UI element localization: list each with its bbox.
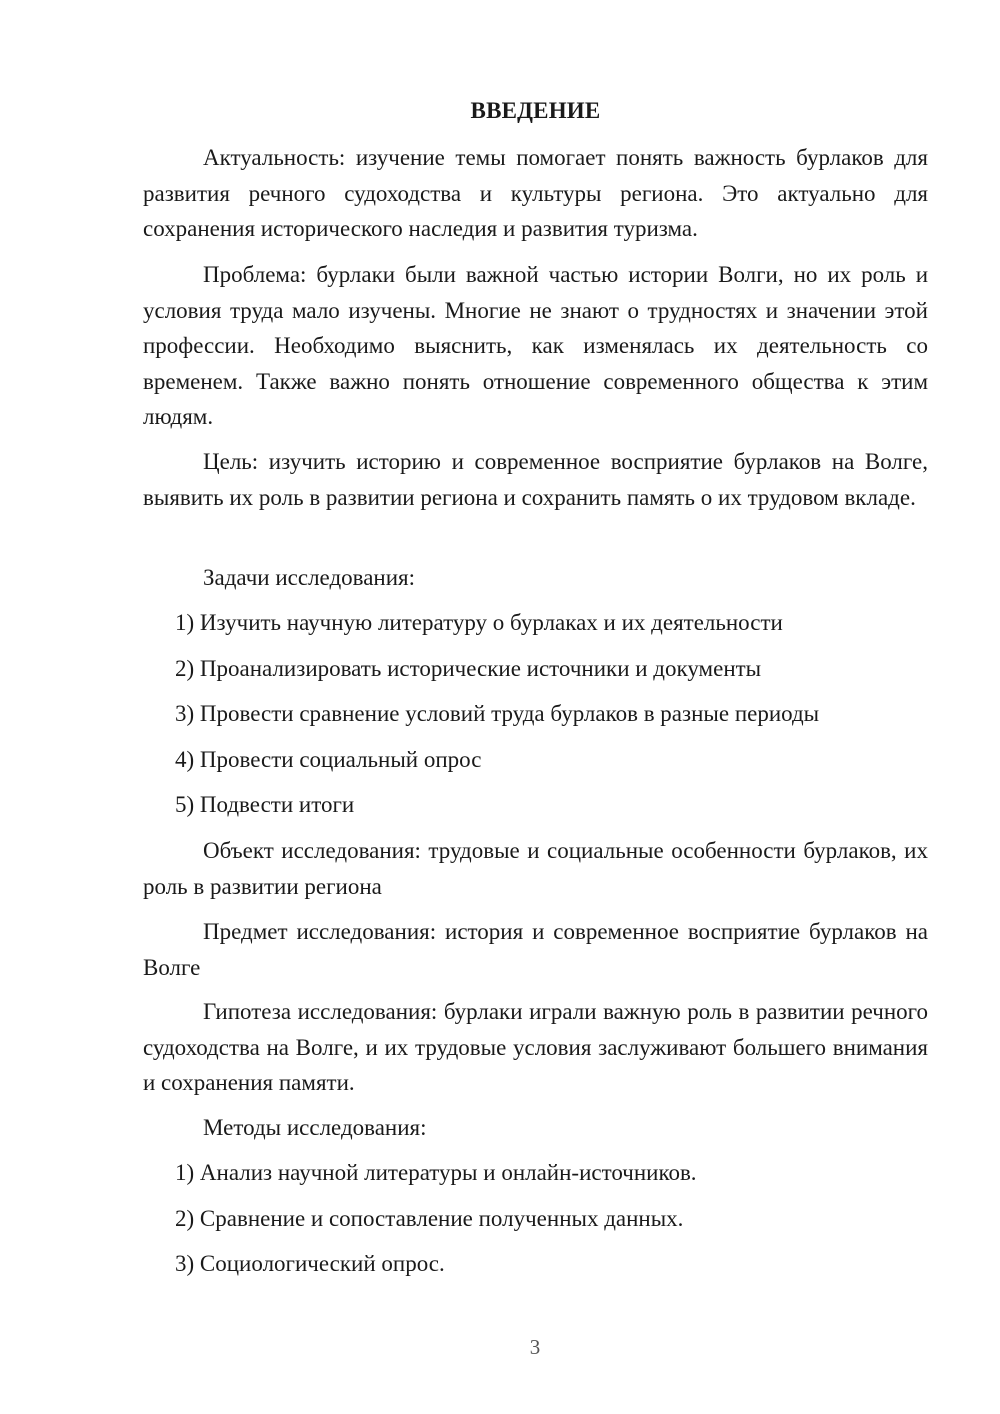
goal-paragraph bbox=[143, 444, 928, 515]
task-item: 2) Проанализировать исторические источники и документы bbox=[175, 656, 762, 681]
page-number: 3 bbox=[529, 1335, 541, 1359]
tasks-list bbox=[143, 605, 928, 641]
method-item: 3) Социологический опрос. bbox=[175, 1251, 445, 1276]
methods-heading bbox=[143, 1110, 928, 1146]
methods-list bbox=[143, 1155, 928, 1191]
goal-text: Цель: изучить историю и современное восприятие бурлаков на Волге, выявить их роль в развитии региона и сохранить память о их трудовом вкладе. bbox=[143, 449, 928, 510]
task-item: 3) Провести сравнение условий труда бурлаков в разные периоды bbox=[175, 701, 820, 726]
task-item: 4) Провести социальный опрос bbox=[175, 747, 482, 772]
relevance-text: Актуальность: изучение темы помогает понять важность бурлаков для развития речного судоходства и культуры региона. Это актуально для сохранения исторического наследия и развития туризма. bbox=[143, 145, 928, 241]
method-item: 1) Анализ научной литературы и онлайн-источников. bbox=[175, 1160, 697, 1185]
hypothesis-paragraph bbox=[143, 994, 928, 1101]
tasks-heading-text: Задачи исследования: bbox=[203, 565, 416, 590]
relevance-paragraph bbox=[143, 140, 928, 247]
subject-text: Предмет исследования: история и современное восприятие бурлаков на Волге bbox=[143, 919, 928, 980]
object-text: Объект исследования: трудовые и социальные особенности бурлаков, их роль в развитии региона bbox=[143, 838, 928, 899]
object-paragraph bbox=[143, 833, 928, 904]
subject-paragraph bbox=[143, 914, 928, 985]
methods-heading-text: Методы исследования: bbox=[203, 1115, 427, 1140]
page-title: ВВЕДЕНИЕ bbox=[470, 98, 601, 123]
tasks-heading bbox=[143, 560, 928, 596]
method-item: 2) Сравнение и сопоставление полученных данных. bbox=[175, 1206, 684, 1231]
task-item: 1) Изучить научную литературу о бурлаках и их деятельности bbox=[175, 610, 783, 635]
problem-paragraph bbox=[143, 257, 928, 435]
problem-text: Проблема: бурлаки были важной частью истории Волги, но их роль и условия труда мало изучены. Многие не знают о трудностях и значении этой профессии. Необходимо выяснить, как изменялась их деятельность со временем. Также важно понять отношение современного общества к этим людям. bbox=[143, 262, 928, 429]
hypothesis-text: Гипотеза исследования: бурлаки играли важную роль в развитии речного судоходства на Волге, и их трудовые условия заслуживают большего внимания и сохранения памяти. bbox=[143, 999, 928, 1095]
task-item: 5) Подвести итоги bbox=[175, 792, 355, 817]
